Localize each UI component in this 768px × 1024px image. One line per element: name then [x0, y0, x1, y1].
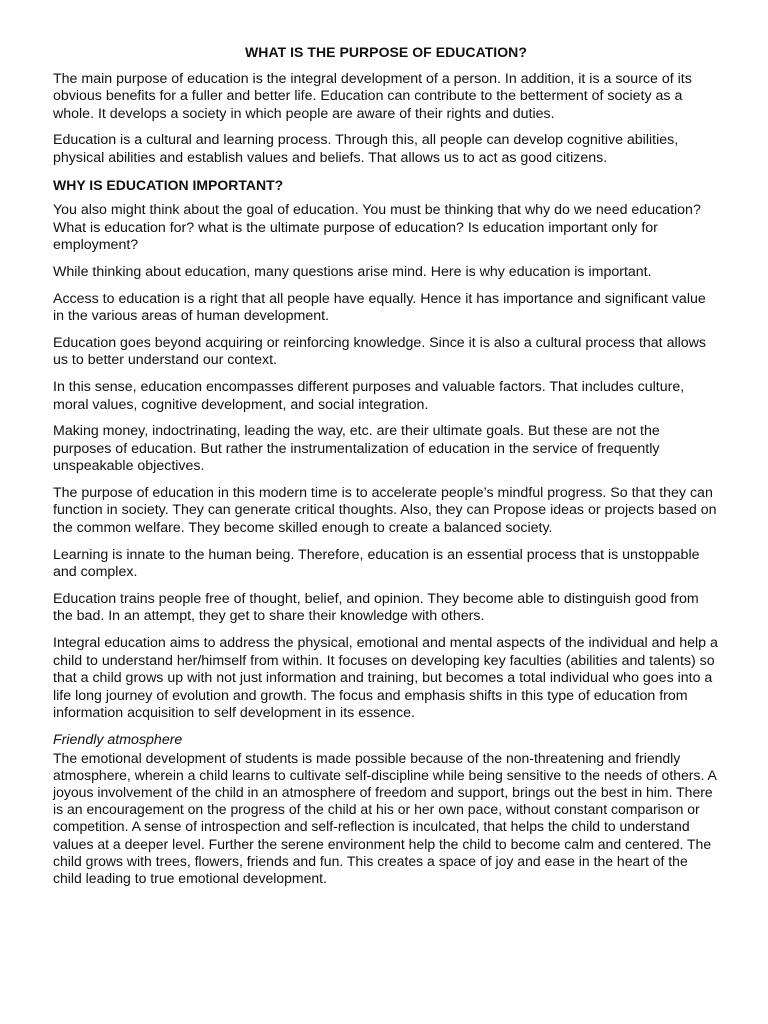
section-paragraph-1: You also might think about the goal of education. You must be thinking that why do we need education? What is education for? what is the ultimate purpose of education? Is education important only for employment?	[53, 202, 701, 254]
section-paragraph-2: While thinking about education, many questions arise mind. Here is why education is important.	[53, 263, 652, 280]
section-paragraph-7: The purpose of education in this modern time is to accelerate people’s mindful progress. So that they can function in society. They can generate critical thoughts. Also, they can Propose ideas or projects based on the common welfare. They become skilled enough to create a balanced society.	[53, 484, 717, 537]
section-paragraph-8: Learning is innate to the human being. Therefore, education is an essential process that is unstoppable and complex.	[53, 546, 700, 581]
intro-paragraph-2: Education is a cultural and learning process. Through this, all people can develop cognitive abilities, physical abilities and establish values and beliefs. That allows us to act as good citizens.	[53, 132, 679, 166]
section-paragraph-10: Integral education aims to address the physical, emotional and mental aspects of the individual and help a child to understand her/himself from within. It focuses on developing key faculties (abilities and talents) so that a child grows up with not just information and training, but becomes a total individual who goes into a life long journey of evolution and growth. The focus and emphasis shifts in this type of education from information acquisition to self development in its essence.	[53, 635, 718, 722]
section-paragraph-3: Access to education is a right that all people have equally. Hence it has importance and significant value in the various areas of human development.	[53, 290, 706, 325]
section-paragraph-5: In this sense, education encompasses different purposes and valuable factors. That includes culture, moral values, cognitive development, and social integration.	[53, 378, 685, 413]
section-paragraph-4: Education goes beyond acquiring or reinforcing knowledge. Since it is also a cultural process that allows us to better understand our context.	[53, 334, 706, 369]
subsection-heading: Friendly atmosphere	[53, 732, 183, 748]
document-title: WHAT IS THE PURPOSE OF EDUCATION?	[245, 44, 527, 60]
section-paragraph-9: Education trains people free of thought, belief, and opinion. They become able to distinguish good from the bad. In an attempt, they get to share their knowledge with others.	[53, 590, 699, 625]
intro-paragraph-1: The main purpose of education is the integral development of a person. In addition, it is a source of its obvious benefits for a fuller and better life. Education can contribute to the betterment of society as a whole. It develops a society in which people are aware of their rights and duties.	[53, 70, 692, 122]
subsection-paragraph: The emotional development of students is made possible because of the non-threatening and friendly atmosphere, wherein a child learns to cultivate self-discipline while being sensitive to the needs of others. A joyous involvement of the child in an atmosphere of freedom and support, brings out the best in him. There is an encouragement on the progress of the child at his or her own pace, without constant comparison or competition. A sense of introspection and self-reflection is inculcated, that helps the child to understand values at a deeper level. Further the serene environment help the child to become calm and centered. The child grows with trees, flowers, friends and fun. This creates a space of joy and ease in the heart of the child leading to true emotional development.	[53, 749, 717, 887]
section-paragraph-6: Making money, indoctrinating, leading the way, etc. are their ultimate goals. But these are not the purposes of education. But rather the instrumentalization of education in the service of frequently unspeakable objectives.	[53, 423, 660, 475]
document-page	[53, 44, 719, 887]
section-heading: WHY IS EDUCATION IMPORTANT?	[53, 176, 284, 193]
